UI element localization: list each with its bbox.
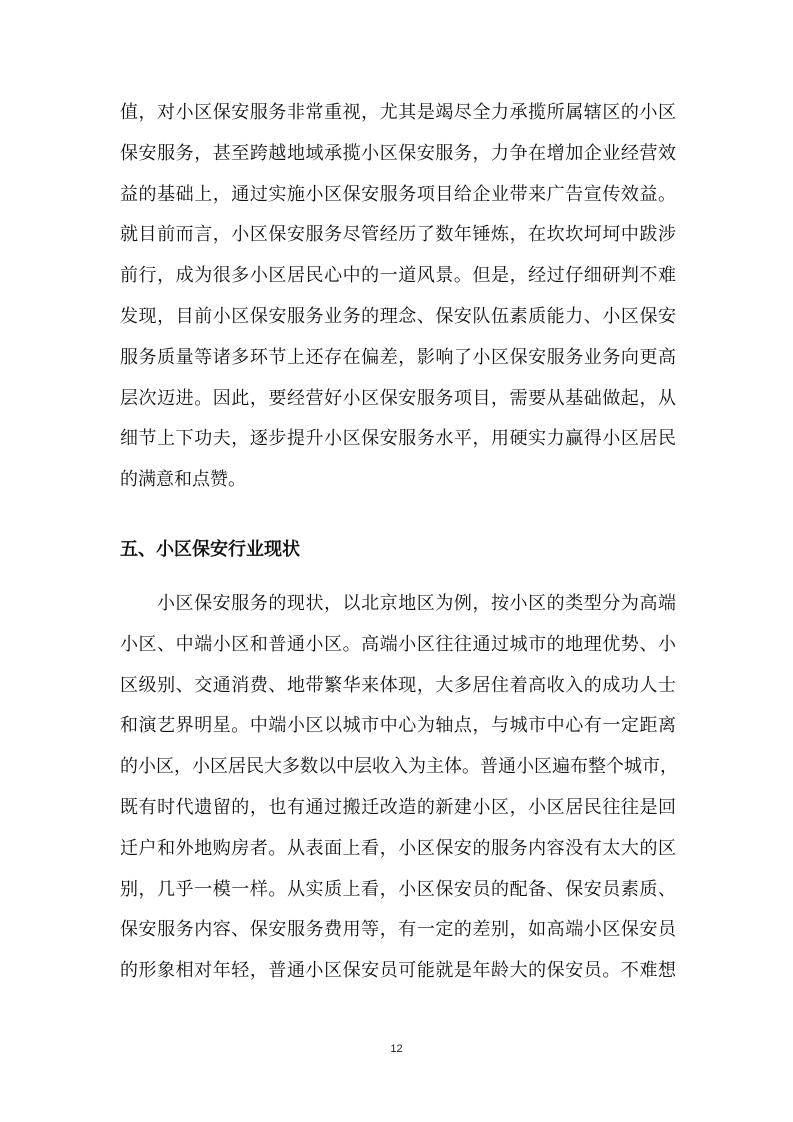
page-number: 12 bbox=[390, 1043, 403, 1055]
paragraph-line: 小区、中端小区和普通小区。高端小区往往通过城市的地理优势、小 bbox=[120, 633, 676, 655]
paragraph-line: 益的基础上，通过实施小区保安服务项目给企业带来广告宣传效益。 bbox=[120, 183, 676, 205]
paragraph-line: 值，对小区保安服务非常重视，尤其是竭尽全力承揽所属辖区的小区 bbox=[120, 102, 676, 123]
paragraph-continued bbox=[120, 93, 676, 501]
paragraph-line: 层次迈进。因此，要经营好小区保安服务项目，需要从基础做起，从 bbox=[120, 387, 676, 409]
paragraph-line: 保安服务，甚至跨越地域承揽小区保安服务，力争在增加企业经营效 bbox=[120, 142, 676, 164]
paragraph-industry-status bbox=[120, 584, 676, 992]
paragraph-line: 小区保安服务的现状，以北京地区为例，按小区的类型分为高端 bbox=[157, 593, 676, 614]
paragraph-line: 别，几乎一模一样。从实质上看，小区保安员的配备、保安员素质、 bbox=[120, 878, 676, 900]
paragraph-line: 就目前而言，小区保安服务尽管经历了数年锤炼，在坎坎坷坷中跋涉 bbox=[120, 224, 676, 246]
paragraph-line: 细节上下功夫，逐步提升小区保安服务水平，用硬实力赢得小区居民 bbox=[120, 428, 676, 450]
section-heading: 五、小区保安行业现状 bbox=[120, 539, 300, 560]
paragraph-line: 的满意和点赞。 bbox=[120, 469, 246, 491]
paragraph-line: 服务质量等诸多环节上还存在偏差，影响了小区保安服务业务向更高 bbox=[120, 346, 676, 368]
paragraph-line: 的形象相对年轻，普通小区保安员可能就是年龄大的保安员。不难想 bbox=[120, 960, 676, 982]
paragraph-line: 既有时代遗留的，也有通过搬迁改造的新建小区，小区居民往往是回 bbox=[120, 796, 676, 818]
paragraph-line: 的小区，小区居民大多数以中层收入为主体。普通小区遍布整个城市， bbox=[120, 756, 678, 778]
paragraph-line: 区级别、交通消费、地带繁华来体现，大多居住着高收入的成功人士 bbox=[120, 674, 676, 696]
paragraph-line: 保安服务内容、保安服务费用等，有一定的差别，如高端小区保安员 bbox=[120, 919, 676, 941]
paragraph-line: 迁户和外地购房者。从表面上看，小区保安的服务内容没有太大的区 bbox=[120, 837, 676, 859]
paragraph-line: 发现，目前小区保安服务业务的理念、保安队伍素质能力、小区保安 bbox=[120, 305, 676, 327]
paragraph-line: 和演艺界明星。中端小区以城市中心为轴点，与城市中心有一定距离 bbox=[120, 715, 676, 737]
paragraph-line: 前行，成为很多小区居民心中的一道风景。但是，经过仔细研判不难 bbox=[120, 265, 676, 287]
